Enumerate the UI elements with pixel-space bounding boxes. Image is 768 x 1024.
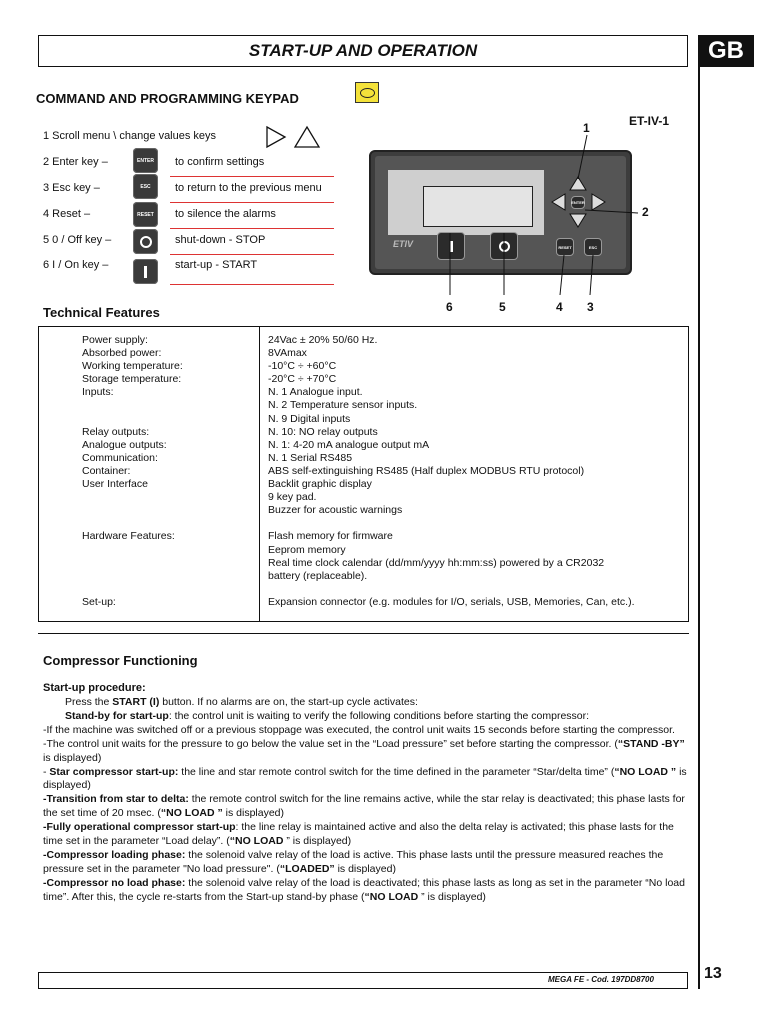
tech-table-divider xyxy=(259,327,260,621)
red-separator xyxy=(170,228,334,229)
procedure-paragraph: -Fully operational compressor start-up: the line relay is maintained active and also the delta relay is activated; this phase lasts for the time set in the parameter “Load delay”. (“NO LOAD ” is displayed) xyxy=(43,821,674,848)
tech-label xyxy=(82,583,183,596)
red-separator xyxy=(170,176,334,177)
tech-value: N. 9 Digital inputs xyxy=(268,412,351,425)
procedure-paragraph: -Compressor loading phase: the solenoid valve relay of the load is active. This phase lasts until the pressure measured reaches the pressure set in the parameter "No load pressure". (“LOADED” is displayed) xyxy=(43,848,664,875)
tech-label xyxy=(82,413,183,426)
procedure-paragraph: -Compressor no load phase: the solenoid valve relay of the load is deactivated; this phase lasts as long as set in the parameter “No load time”. After this, the cycle re-starts from the Start-up stand-by phase (“NO LOAD ” is displayed) xyxy=(43,876,685,903)
tech-value: battery (replaceable). xyxy=(268,569,368,582)
key-desc-enter: to confirm settings xyxy=(175,156,265,168)
tech-value: Eeprom memory xyxy=(268,543,346,556)
note-bubble-icon xyxy=(355,82,379,103)
tech-value: 9 key pad. xyxy=(268,491,317,504)
tech-value: -20°C ÷ +70°C xyxy=(268,373,337,386)
startup-procedure-text xyxy=(43,696,692,905)
tech-label xyxy=(82,491,183,504)
tech-label: Absorbed power: xyxy=(82,347,162,360)
document-code: MEGA FE - Cod. 197DD8700 xyxy=(548,975,654,984)
tech-value: N. 1: 4-20 mA analogue output mA xyxy=(268,438,430,451)
tech-label xyxy=(82,570,183,583)
red-separator xyxy=(170,202,334,203)
tech-label xyxy=(82,399,183,412)
procedure-paragraph: -The control unit waits for the pressure to go below the value set in the “Load pressure” set before starting the compressor. (“STAND -BY” is displayed) xyxy=(43,737,685,764)
tech-value xyxy=(268,517,634,530)
device-model-label: ET-IV-1 xyxy=(629,114,670,128)
enter-key-icon: ENTER xyxy=(133,148,158,173)
procedure-paragraph: Stand-by for start-up: the control unit is waiting to verify the following conditions before starting the compressor: xyxy=(65,709,590,722)
key-label-enter: 2 Enter key – xyxy=(43,156,108,168)
tech-value: 24Vac ± 20% 50/60 Hz. xyxy=(268,334,378,346)
tech-label: Working temperature: xyxy=(82,360,183,373)
device-esc-key: ESC xyxy=(584,238,602,256)
tech-label: Storage temperature: xyxy=(82,373,182,386)
startup-heading: Start-up procedure: xyxy=(43,682,146,694)
tech-value: ABS self-extinguishing RS485 (Half duplex MODBUS RTU protocol) xyxy=(268,464,585,477)
callout-2: 2 xyxy=(642,205,649,219)
language-badge: GB xyxy=(698,35,754,67)
tech-value: Expansion connector (e.g. modules for I/O, serials, USB, Memories, Can, etc.). xyxy=(268,595,635,608)
tech-label: Inputs: xyxy=(82,386,114,399)
tech-label xyxy=(82,517,183,530)
compressor-heading: Compressor Functioning xyxy=(43,653,198,668)
device-reset-key: RESET xyxy=(556,238,574,256)
tech-label: User Interface xyxy=(82,478,148,491)
page-title: START-UP AND OPERATION xyxy=(38,35,688,67)
keypad-heading: COMMAND AND PROGRAMMING KEYPAD xyxy=(36,91,299,106)
tech-value: Real time clock calendar (dd/mm/yyyy hh:mm:ss) powered by a CR2032 xyxy=(268,556,605,569)
tech-label: Communication: xyxy=(82,451,158,464)
tech-label: Set-up: xyxy=(82,595,116,608)
callout-leaders xyxy=(430,125,660,305)
tech-labels-column xyxy=(82,334,183,609)
procedure-paragraph: -Transition from star to delta: the remote control switch for the line remains active, while the star relay is deactivated; this phase lasts for the set time of 20 msec. (“NO LOAD ” is displayed) xyxy=(43,793,685,820)
off-ring-icon xyxy=(133,229,158,254)
tech-value xyxy=(268,583,634,596)
key-desc-esc: to return to the previous menu xyxy=(175,182,322,194)
device-enter-key: ENTER xyxy=(571,196,585,209)
tech-label: Relay outputs: xyxy=(82,425,150,438)
tech-value: N. 10: NO relay outputs xyxy=(268,425,378,438)
key-label-off: 5 0 / Off key – xyxy=(43,234,112,246)
tech-value: Flash memory for firmware xyxy=(268,530,393,543)
tech-label xyxy=(82,504,183,517)
scroll-arrows-icon xyxy=(265,125,321,149)
procedure-paragraph: Press the START (I) button. If no alarms are on, the start-up cycle activates: xyxy=(65,696,418,708)
red-separator xyxy=(170,254,334,255)
key-desc-reset: to silence the alarms xyxy=(175,208,276,220)
key-label-reset: 4 Reset – xyxy=(43,208,91,220)
procedure-paragraph: -If the machine was switched off or a previous stoppage was executed, the control unit waits 15 seconds before starting the compressor. xyxy=(43,723,675,736)
esc-key-icon: ESC xyxy=(133,174,158,199)
page-number: 13 xyxy=(704,965,722,982)
tech-value: -10°C ÷ +60°C xyxy=(268,360,337,373)
callout-3: 3 xyxy=(587,300,594,314)
callout-4: 4 xyxy=(556,300,563,314)
tech-values-column xyxy=(268,334,634,609)
right-margin-rule xyxy=(698,67,700,989)
tech-value: Buzzer for acoustic warnings xyxy=(268,504,403,517)
tech-label xyxy=(82,557,183,570)
reset-key-icon: RESET xyxy=(133,202,158,227)
tech-label: Analogue outputs: xyxy=(82,438,167,451)
red-separator xyxy=(170,284,334,285)
callout-5: 5 xyxy=(499,300,506,314)
tech-value: N. 1 Analogue input. xyxy=(268,386,363,399)
tech-label: Container: xyxy=(82,464,131,477)
key-label-on: 6 I / On key – xyxy=(43,259,109,271)
tech-value: 8VAmax xyxy=(268,347,307,360)
device-logo: ETIV xyxy=(393,239,414,249)
key-label-scroll: 1 Scroll menu \ change values keys xyxy=(43,130,217,142)
tech-label: Power supply: xyxy=(82,334,148,346)
tech-label xyxy=(82,544,183,557)
tech-label: Hardware Features: xyxy=(82,530,175,543)
key-desc-off: shut-down - STOP xyxy=(175,234,266,246)
tech-value: Backlit graphic display xyxy=(268,478,372,491)
key-label-esc: 3 Esc key – xyxy=(43,182,100,194)
tech-heading: Technical Features xyxy=(43,305,160,320)
callout-6: 6 xyxy=(446,300,453,314)
on-bar-icon xyxy=(133,259,158,284)
tech-value: N. 2 Temperature sensor inputs. xyxy=(268,399,418,412)
procedure-paragraph: - Star compressor start-up: the line and star remote control switch for the time defined in the parameter “Star/delta time” (“NO LOAD ” is displayed) xyxy=(43,765,687,792)
callout-1: 1 xyxy=(583,121,590,135)
key-desc-on: start-up - START xyxy=(175,259,258,271)
section-separator xyxy=(38,633,689,634)
tech-value: N. 1 Serial RS485 xyxy=(268,451,353,464)
